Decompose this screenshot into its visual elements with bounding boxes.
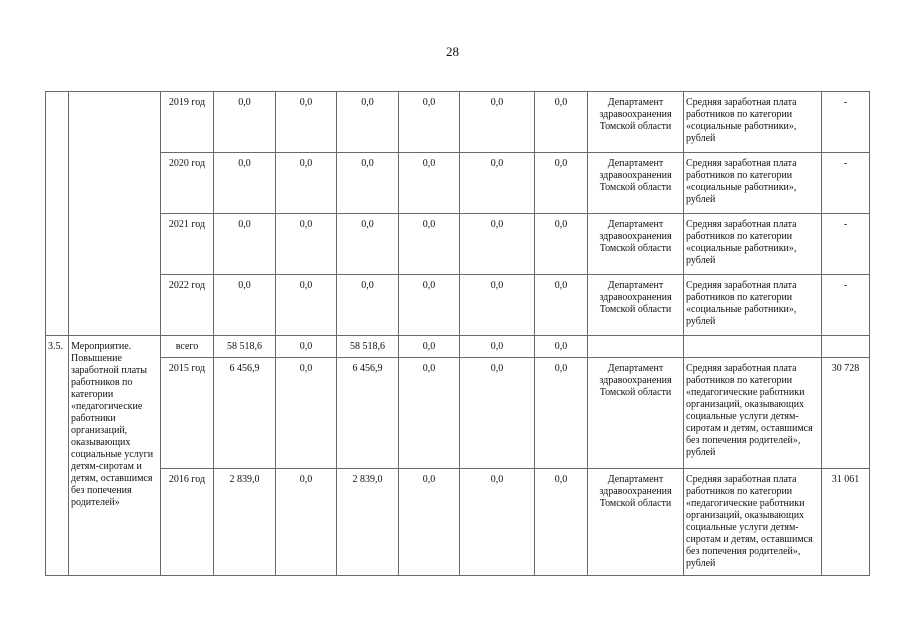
indicator-value-cell: 31 061 xyxy=(822,469,870,576)
department-cell: Департамент здравоохранения Томской области xyxy=(588,214,684,275)
indicator-cell: Средняя заработная плата работников по категории «социальные работники», рублей xyxy=(684,214,822,275)
amount-cell: 0,0 xyxy=(399,469,460,576)
amount-cell: 0,0 xyxy=(214,92,276,153)
year-cell: 2019 год xyxy=(161,92,214,153)
program-table xyxy=(45,91,870,576)
table-row xyxy=(46,358,870,469)
amount-cell: 0,0 xyxy=(214,275,276,336)
amount-cell: 0,0 xyxy=(535,336,588,358)
amount-cell: 0,0 xyxy=(399,358,460,469)
amount-cell: 6 456,9 xyxy=(214,358,276,469)
empty-cell xyxy=(684,336,822,358)
amount-cell: 0,0 xyxy=(399,153,460,214)
amount-cell: 0,0 xyxy=(276,358,337,469)
amount-cell: 0,0 xyxy=(535,214,588,275)
amount-cell: 0,0 xyxy=(535,92,588,153)
indicator-value-cell: - xyxy=(822,153,870,214)
item-title-cell: Мероприятие. Повышение заработной платы работников по категории «педагогические работники организаций, оказывающих социальные услуги детям-сиротам и детям, оставшимся без попечения родителей» xyxy=(69,336,161,576)
year-cell: 2016 год xyxy=(161,469,214,576)
amount-cell: 0,0 xyxy=(399,92,460,153)
department-cell: Департамент здравоохранения Томской области xyxy=(588,92,684,153)
amount-cell: 0,0 xyxy=(337,92,399,153)
amount-cell: 0,0 xyxy=(535,469,588,576)
indicator-cell: Средняя заработная плата работников по категории «социальные работники», рублей xyxy=(684,92,822,153)
empty-num-cell xyxy=(46,92,69,336)
amount-cell: 0,0 xyxy=(399,214,460,275)
empty-title-cell xyxy=(69,92,161,336)
empty-cell xyxy=(588,336,684,358)
item-number-cell: 3.5. xyxy=(46,336,69,576)
amount-cell: 2 839,0 xyxy=(337,469,399,576)
department-cell: Департамент здравоохранения Томской области xyxy=(588,275,684,336)
table-row xyxy=(46,214,870,275)
indicator-cell: Средняя заработная плата работников по категории «социальные работники», рублей xyxy=(684,275,822,336)
amount-cell: 0,0 xyxy=(460,469,535,576)
table-row xyxy=(46,469,870,576)
amount-cell: 0,0 xyxy=(535,153,588,214)
year-cell: 2022 год xyxy=(161,275,214,336)
amount-cell: 0,0 xyxy=(276,214,337,275)
amount-cell: 0,0 xyxy=(276,275,337,336)
amount-cell: 0,0 xyxy=(460,214,535,275)
table-row xyxy=(46,275,870,336)
amount-cell: 0,0 xyxy=(460,92,535,153)
amount-cell: 0,0 xyxy=(214,214,276,275)
amount-cell: 0,0 xyxy=(535,358,588,469)
department-cell: Департамент здравоохранения Томской области xyxy=(588,153,684,214)
amount-cell: 0,0 xyxy=(337,153,399,214)
amount-cell: 0,0 xyxy=(337,275,399,336)
amount-cell: 58 518,6 xyxy=(337,336,399,358)
indicator-cell: Средняя заработная плата работников по категории «педагогические работники организаций, оказывающих социальные услуги детям-сиротам и детям, оставшимся без попечения родителей», рублей xyxy=(684,358,822,469)
year-cell: 2015 год xyxy=(161,358,214,469)
amount-cell: 0,0 xyxy=(337,214,399,275)
amount-cell: 0,0 xyxy=(399,275,460,336)
amount-cell: 0,0 xyxy=(535,275,588,336)
amount-cell: 6 456,9 xyxy=(337,358,399,469)
year-cell: 2020 год xyxy=(161,153,214,214)
indicator-value-cell: - xyxy=(822,275,870,336)
department-cell: Департамент здравоохранения Томской области xyxy=(588,358,684,469)
year-cell: всего xyxy=(161,336,214,358)
indicator-cell: Средняя заработная плата работников по категории «педагогические работники организаций, оказывающих социальные услуги детям-сиротам и детям, оставшимся без попечения родителей», рублей xyxy=(684,469,822,576)
amount-cell: 0,0 xyxy=(460,336,535,358)
amount-cell: 0,0 xyxy=(276,336,337,358)
table-row xyxy=(46,153,870,214)
amount-cell: 0,0 xyxy=(399,336,460,358)
amount-cell: 2 839,0 xyxy=(214,469,276,576)
indicator-value-cell: - xyxy=(822,214,870,275)
empty-cell xyxy=(822,336,870,358)
amount-cell: 0,0 xyxy=(460,358,535,469)
table-row xyxy=(46,92,870,153)
amount-cell: 0,0 xyxy=(460,275,535,336)
amount-cell: 0,0 xyxy=(460,153,535,214)
year-cell: 2021 год xyxy=(161,214,214,275)
amount-cell: 0,0 xyxy=(214,153,276,214)
table-row xyxy=(46,336,870,358)
amount-cell: 0,0 xyxy=(276,153,337,214)
page-number: 28 xyxy=(446,44,459,59)
amount-cell: 58 518,6 xyxy=(214,336,276,358)
indicator-cell: Средняя заработная плата работников по категории «социальные работники», рублей xyxy=(684,153,822,214)
indicator-value-cell: 30 728 xyxy=(822,358,870,469)
amount-cell: 0,0 xyxy=(276,469,337,576)
indicator-value-cell: - xyxy=(822,92,870,153)
department-cell: Департамент здравоохранения Томской области xyxy=(588,469,684,576)
amount-cell: 0,0 xyxy=(276,92,337,153)
